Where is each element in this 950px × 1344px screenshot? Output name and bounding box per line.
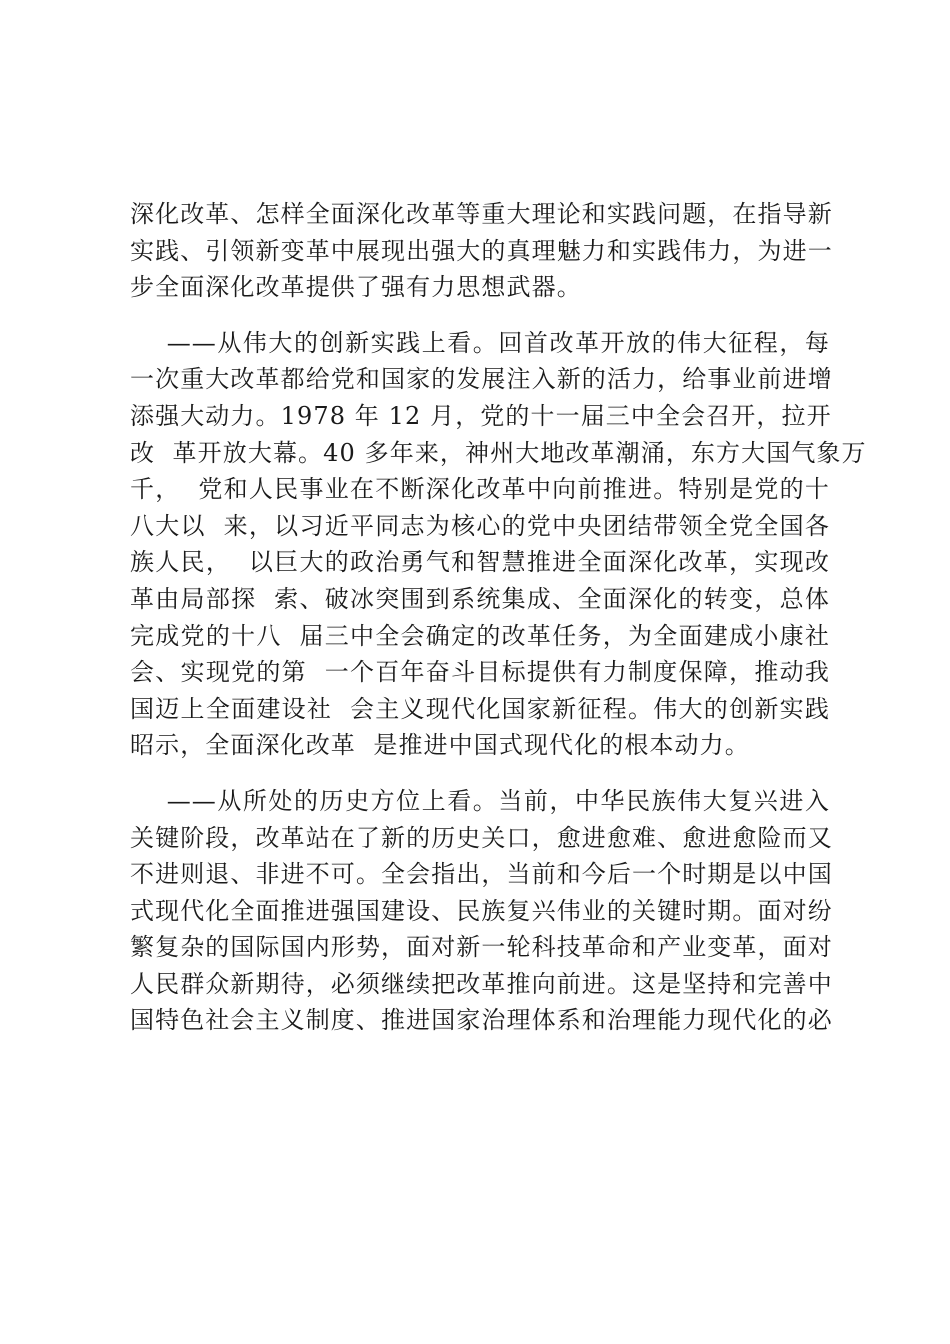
text-line: 族人民， 以巨大的政治勇气和智慧推进全面深化改革，实现改 <box>130 548 830 577</box>
text-line: 繁复杂的国际国内形势，面对新一轮科技革命和产业变革，面对 <box>130 933 833 962</box>
text-line: 实践、引领新变革中展现出强大的真理魅力和实践伟力，为进一 <box>130 236 833 265</box>
text-line: 国特色社会主义制度、推进国家治理体系和治理能力现代化的必 <box>130 1006 833 1035</box>
paragraph-3 <box>130 783 833 1039</box>
text-line: 千， 党和人民事业在不断深化改革中向前推进。特别是党的十 <box>130 475 830 504</box>
text-line: 完成党的十八 届三中全会确定的改革任务，为全面建成小康社 <box>130 621 830 650</box>
text-line: 革由局部探 索、破冰突围到系统集成、全面深化的转变，总体 <box>130 584 830 613</box>
paragraph-2 <box>130 325 867 764</box>
text-line: 国迈上全面建设社 会主义现代化国家新征程。伟大的创新实践 <box>130 694 830 723</box>
paragraph-spacer <box>130 764 830 783</box>
text-line: 八大以 来，以习近平同志为核心的党中央团结带领全党全国各 <box>130 511 830 540</box>
text-line: ——从所处的历史方位上看。当前，中华民族伟大复兴进入 <box>130 786 830 815</box>
text-line: ——从伟大的创新实践上看。回首改革开放的伟大征程，每 <box>130 328 830 357</box>
text-line: 添强大动力。1978 年 12 月，党的十一届三中全会召开，拉开 <box>130 401 832 430</box>
text-line: 步全面深化改革提供了强有力思想武器。 <box>130 273 582 302</box>
text-line: 改 革开放大幕。40 多年来，神州大地改革潮涌，东方大国气象万 <box>130 438 867 467</box>
document-body <box>130 196 867 1039</box>
text-line: 人民群众新期待，必须继续把改革推向前进。这是坚持和完善中 <box>130 969 833 998</box>
text-line: 昭示，全面深化改革 是推进中国式现代化的根本动力。 <box>130 731 750 760</box>
text-line: 一次重大改革都给党和国家的发展注入新的活力，给事业前进增 <box>130 365 833 394</box>
paragraph-spacer <box>130 306 830 325</box>
text-line: 不进则退、非进不可。全会指出，当前和今后一个时期是以中国 <box>130 860 833 889</box>
text-line: 深化改革、怎样全面深化改革等重大理论和实践问题，在指导新 <box>130 200 833 228</box>
text-line: 会、实现党的第 一个百年奋斗目标提供有力制度保障，推动我 <box>130 658 830 687</box>
text-line: 关键阶段，改革站在了新的历史关口，愈进愈难、愈进愈险而又 <box>130 823 833 852</box>
paragraph-1 <box>130 196 833 306</box>
text-line: 式现代化全面推进强国建设、民族复兴伟业的关键时期。面对纷 <box>130 896 833 925</box>
